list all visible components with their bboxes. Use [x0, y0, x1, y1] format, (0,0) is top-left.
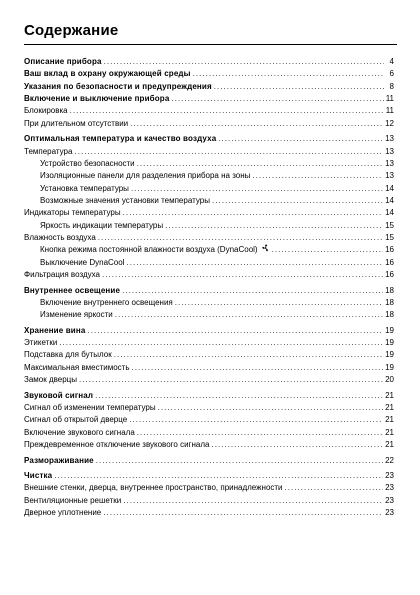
toc-entry-text: Влажность воздуха: [24, 233, 96, 242]
toc-entry-text: При длительном отсутствии: [24, 118, 129, 128]
toc-entry[interactable]: [24, 507, 394, 519]
toc-page-number: 18: [385, 297, 394, 307]
toc-entry-text: Подставка для бутылок: [24, 350, 112, 360]
toc-entry[interactable]: [24, 455, 394, 467]
toc-entry-text: Внешние стенки, дверца, внутреннее пространство, принадлежности: [24, 483, 283, 493]
toc-page-number: 4: [389, 57, 394, 66]
toc-entry[interactable]: [24, 170, 394, 182]
toc-leader-dots: [126, 257, 383, 269]
toc-entry-text: Вентиляционные решетки: [24, 495, 122, 505]
toc-entry-text: Замок дверцы: [24, 375, 78, 385]
toc-leader-dots: [115, 309, 383, 321]
toc-entry[interactable]: [24, 195, 394, 207]
toc-leader-dots: [132, 362, 384, 374]
toc-entry[interactable]: [24, 207, 394, 219]
toc-entry[interactable]: [24, 325, 394, 337]
toc-entry-text: Указания по безопасности и предупреждения: [24, 81, 212, 91]
toc-page-number: 13: [385, 158, 394, 168]
toc-page-number: 16: [385, 257, 394, 267]
toc-entry[interactable]: [24, 93, 394, 105]
toc-entry-label: [24, 362, 130, 374]
toc-entry-text: Дверное уплотнение: [24, 508, 102, 518]
toc-entry-text: Максимальная вместимость: [24, 362, 130, 372]
toc-page-number: 11: [385, 106, 394, 116]
toc-entry-label: [24, 81, 212, 93]
toc-entry-label: [24, 427, 135, 439]
toc-entry-text: Включение и выключение прибора: [24, 94, 170, 104]
toc-entry[interactable]: [24, 427, 394, 439]
toc-entry-text: Изоляционные панели для разделения прибора на зоны: [40, 171, 251, 181]
toc-entry-label: [24, 170, 250, 182]
toc-page-number: 19: [385, 325, 394, 335]
toc-entry-label: [24, 158, 135, 170]
toc-page-number: 19: [385, 362, 394, 372]
toc-leader-dots: [102, 269, 383, 281]
toc-entry[interactable]: [24, 183, 394, 195]
toc-leader-dots: [212, 195, 383, 207]
toc-entry-label: [24, 402, 156, 414]
toc-leader-dots: [95, 390, 383, 402]
toc-page-number: 21: [385, 390, 394, 400]
toc-entry[interactable]: [24, 285, 394, 297]
toc-leader-dots: [114, 349, 383, 361]
toc-entry[interactable]: [24, 470, 394, 482]
toc-page-number: 6: [389, 69, 394, 79]
toc-entry-text: Оптимальная температура и качество воздуха: [24, 134, 217, 144]
toc-entry-text: Хранение вина: [24, 325, 86, 335]
toc-leader-dots: [70, 105, 384, 117]
toc-entry-text: Устройство безопасности: [40, 158, 135, 168]
toc-entry[interactable]: [24, 133, 394, 145]
toc-entry-label: [24, 257, 124, 269]
toc-leader-dots: [165, 220, 383, 232]
toc-entry-label: [24, 232, 96, 244]
toc-entry-text: Яркость индикации температуры: [40, 220, 164, 230]
toc-entry[interactable]: [24, 337, 394, 349]
toc-entry-label: [24, 309, 113, 321]
toc-entry-text: Внутреннее освещение: [24, 285, 121, 295]
toc-leader-dots: [79, 374, 383, 386]
toc-leader-dots: [123, 495, 383, 507]
toc-leader-dots: [175, 297, 383, 309]
toc-page-number: 13: [385, 146, 394, 156]
toc-entry-label: [24, 325, 85, 337]
toc-leader-dots: [104, 56, 384, 68]
toc-entry-label: [24, 56, 102, 68]
toc-entry-label: [24, 220, 163, 232]
page-title: Содержание: [24, 22, 119, 39]
toc-entry-text: Установка температуры: [40, 183, 129, 193]
toc-entry-label: [24, 244, 270, 256]
toc-leader-dots: [211, 439, 383, 451]
toc-page-number: 21: [385, 440, 394, 450]
title-divider: [24, 44, 397, 45]
toc-page-number: 11: [385, 94, 394, 104]
toc-entry-text: Описание прибора: [24, 57, 102, 66]
toc-entry-text: Сигнал об открытой дверце: [24, 415, 128, 425]
toc-entry-label: [24, 374, 77, 386]
toc-leader-dots: [87, 325, 383, 337]
toc-entry-text: Ваш вклад в охрану окружающей среды: [24, 69, 191, 79]
toc-page-number: 21: [385, 427, 394, 437]
toc-page-number: 14: [385, 208, 394, 218]
toc-entry-text: Индикаторы температуры: [24, 208, 121, 218]
toc-leader-dots: [130, 118, 383, 130]
toc-entry[interactable]: [24, 81, 394, 93]
toc-entry-label: [24, 470, 52, 482]
toc-page-number: 19: [385, 350, 394, 360]
toc-entry-text: Фильтрация воздуха: [24, 270, 100, 280]
toc-entry[interactable]: [24, 297, 394, 309]
toc-entry-label: [24, 146, 72, 158]
toc-entry-label: [24, 269, 100, 281]
toc-entry[interactable]: [24, 374, 394, 386]
toc-entry-label: [24, 297, 173, 309]
toc-entry[interactable]: [24, 349, 394, 361]
toc-entry[interactable]: [24, 269, 394, 281]
toc-leader-dots: [74, 146, 383, 158]
toc-leader-dots: [129, 414, 383, 426]
toc-leader-dots: [54, 470, 383, 482]
toc-entry-text: Включение внутреннего освещения: [40, 297, 173, 307]
toc-entry[interactable]: [24, 68, 394, 80]
toc-leader-dots: [96, 455, 383, 467]
toc-page-number: 15: [385, 233, 394, 242]
toc-entry-text: Температура: [24, 146, 73, 156]
toc-leader-dots: [131, 183, 383, 195]
toc-entry[interactable]: [24, 414, 394, 426]
toc-leader-dots: [252, 170, 383, 182]
toc-entry-label: [24, 439, 209, 451]
toc-leader-dots: [137, 158, 383, 170]
toc-entry-label: [24, 482, 283, 494]
toc-entry-label: [24, 207, 121, 219]
toc-page-number: 14: [385, 183, 394, 193]
toc-page-number: 16: [385, 245, 394, 255]
toc-entry[interactable]: [24, 232, 394, 244]
toc-entry-label: [24, 195, 210, 207]
toc-page-number: 23: [385, 483, 394, 493]
toc-entry[interactable]: [24, 105, 394, 117]
toc-entry[interactable]: [24, 158, 394, 170]
toc-entry-label: [24, 455, 94, 467]
toc-page-number: 18: [385, 285, 394, 295]
toc-page-number: 19: [385, 338, 394, 348]
toc-entry-text: Размораживание: [24, 455, 94, 465]
toc-entry-label: [24, 105, 68, 117]
toc-page-number: 18: [385, 310, 394, 320]
toc-leader-dots: [98, 232, 383, 244]
toc-entry-label: [24, 118, 128, 130]
toc-entry[interactable]: [24, 495, 394, 507]
toc-page-number: 21: [385, 403, 394, 413]
toc-leader-dots: [214, 81, 384, 93]
toc-leader-dots: [123, 207, 384, 219]
toc-entry[interactable]: [24, 439, 394, 451]
toc-leader-dots: [103, 507, 383, 519]
toc-page-number: 22: [385, 455, 394, 465]
toc-page-number: 14: [385, 195, 394, 205]
toc-entry[interactable]: [24, 56, 394, 68]
toc-entry-label: [24, 390, 93, 402]
toc-page-number: 23: [385, 471, 394, 481]
toc-leader-dots: [285, 482, 384, 494]
toc-entry-label: [24, 349, 112, 361]
toc-leader-dots: [59, 337, 383, 349]
toc-entry[interactable]: [24, 482, 394, 494]
toc-page-number: 23: [385, 508, 394, 518]
toc-leader-dots: [193, 68, 384, 80]
toc-entry[interactable]: [24, 118, 394, 130]
toc-entry-text: Выключение DynaCool: [40, 257, 125, 267]
toc-leader-dots: [272, 244, 383, 256]
toc-entry[interactable]: [24, 309, 394, 321]
toc-entry-text: Сигнал об изменении температуры: [24, 403, 156, 413]
toc-entry-text: Преждевременное отключение звукового сигнала: [24, 440, 210, 450]
toc-entry-label: [24, 507, 101, 519]
toc-entry-text: Изменение яркости: [40, 310, 113, 320]
toc-page-number: 13: [385, 171, 394, 181]
toc-page-number: 15: [385, 220, 394, 230]
toc-entry-label: [24, 133, 216, 145]
toc-page-number: 13: [385, 134, 394, 144]
toc-entry[interactable]: [24, 390, 394, 402]
table-of-contents: [24, 56, 394, 520]
toc-entry-text: Чистка: [24, 471, 53, 481]
toc-page-number: 12: [385, 118, 394, 128]
toc-entry-text: Этикетки: [24, 338, 58, 348]
toc-entry-text: Блокировка: [24, 106, 68, 116]
toc-entry-label: [24, 414, 127, 426]
toc-entry-label: [24, 93, 169, 105]
toc-leader-dots: [137, 427, 383, 439]
toc-entry-label: [24, 68, 191, 80]
toc-entry-label: [24, 495, 121, 507]
toc-entry[interactable]: [24, 244, 394, 256]
toc-entry[interactable]: [24, 146, 394, 158]
toc-entry-label: [24, 337, 57, 349]
toc-entry-text: Звуковой сигнал: [24, 390, 94, 400]
toc-entry-label: [24, 183, 129, 195]
toc-entry[interactable]: [24, 402, 394, 414]
toc-page-number: 16: [385, 270, 394, 280]
toc-entry-text: Включение звукового сигнала: [24, 427, 135, 437]
toc-leader-dots: [171, 93, 383, 105]
toc-page-number: 21: [385, 415, 394, 425]
toc-entry[interactable]: [24, 257, 394, 269]
toc-entry-text: Кнопка режима постоянной влажности воздуха (DynaCool): [40, 245, 258, 255]
fan-icon: [261, 244, 270, 256]
toc-leader-dots: [158, 402, 383, 414]
toc-leader-dots: [122, 285, 383, 297]
toc-leader-dots: [218, 133, 383, 145]
toc-entry[interactable]: [24, 220, 394, 232]
toc-page-number: 20: [385, 375, 394, 385]
toc-page-number: 8: [389, 81, 394, 91]
toc-entry-label: [24, 285, 120, 297]
toc-entry[interactable]: [24, 362, 394, 374]
toc-page-number: 23: [385, 495, 394, 505]
toc-entry-text: Возможные значения установки температуры: [40, 195, 210, 205]
